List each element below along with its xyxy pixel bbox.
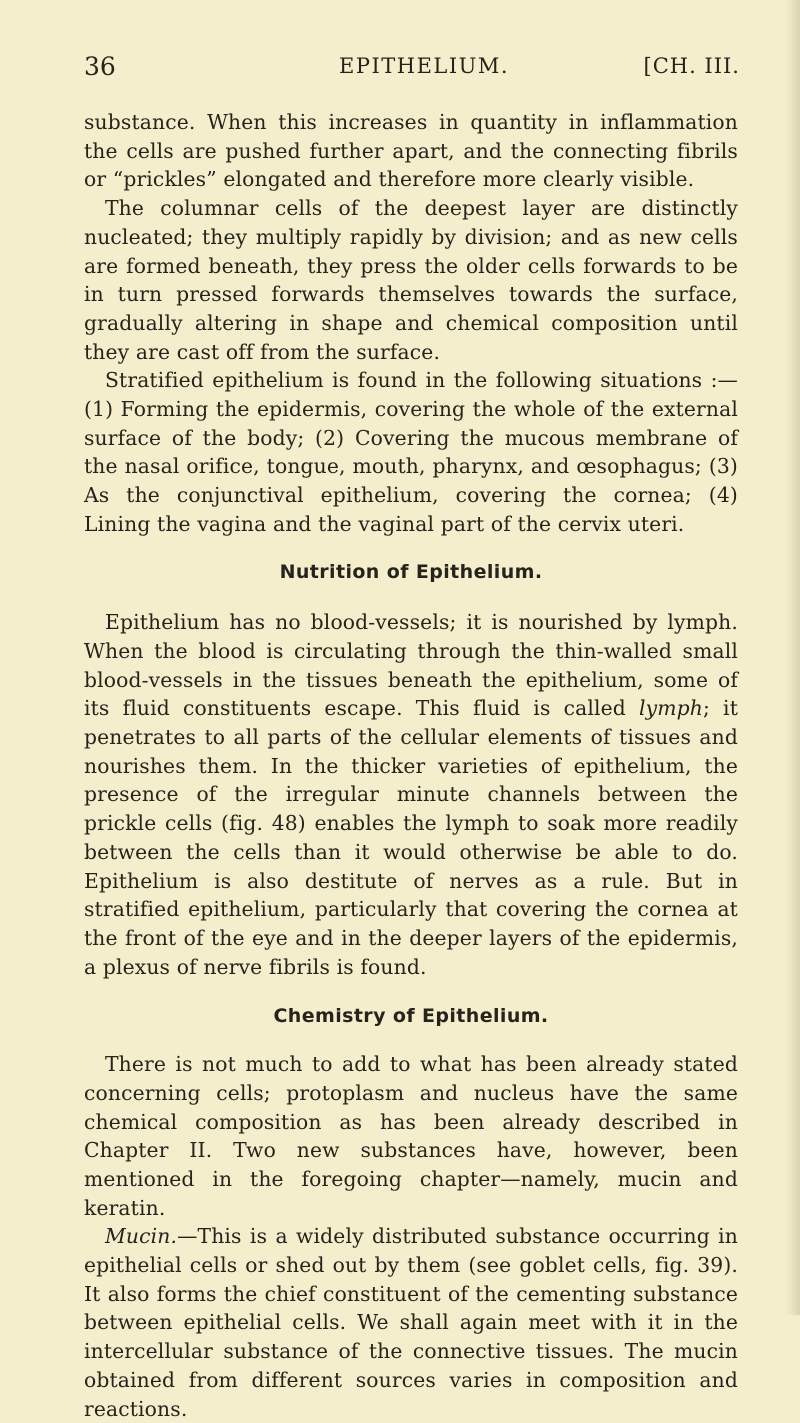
heading-nutrition: Nutrition of Epithelium. xyxy=(279,560,543,583)
paragraph-columnar-cells: The columnar cells of the deepest layer are distinctly nucleated; they multiply rapidly by division; and as new cells are formed beneath, they press the older cells forwards to be in turn pressed forwards themselves towards the surface, gradually altering in shape and chemical composition until they are cast off from the surface. xyxy=(84,196,738,364)
chapter-marker: [CH. III. xyxy=(643,54,740,78)
heading-chemistry: Chemistry of Epithelium. xyxy=(273,1005,549,1028)
nutrition-text-a: Epithelium has no blood-vessels; it is nourished by lymph. When the blood is circulating through the thin-walled small blood-vessels in the tissues beneath the epithelium, some of its fluid constituents escape. This fluid is called xyxy=(84,610,738,721)
paragraph-continuation: substance. When this increases in quantity in inflammation the cells are pushed further apart, and the connecting fibrils or “prickles” elongated and therefore more clearly visible. xyxy=(84,110,738,192)
body-text xyxy=(84,108,738,1423)
term-lymph: lymph xyxy=(639,696,703,721)
running-title: EPITHELIUM. xyxy=(339,54,510,78)
paragraph-stratified-situations: Stratified epithelium is found in the following situations :— (1) Forming the epidermis, covering the whole of the external surface of the body; (2) Covering the mucous membrane of the nasal orifice, tongue, mouth, pharynx, and œsophagus; (3) As the conjunctival epithelium, covering the cornea; (4) Lining the vagina and the vaginal part of the cervix uteri. xyxy=(84,368,738,536)
page-number: 36 xyxy=(84,52,116,81)
paragraph-nutrition xyxy=(84,608,738,981)
nutrition-text-b: ; it penetrates to all parts of the cellular elements of tissues and nourishes them. In the thicker varieties of epithelium, the presence of the irregular minute channels between the prickle cells (fig. 48) enables the lymph to soak more readily between the cells than it would otherwise be able to do. Epithelium is also destitute of nerves as a rule. But in stratified epithelium, particularly that covering the cornea at the front of the eye and in the deeper layers of the epidermis, a plexus of nerve fibrils is found. xyxy=(84,696,738,979)
mucin-text: —This is a widely distributed substance occurring in epithelial cells or shed out by them (see goblet cells, fig. 39). It also forms the chief constituent of the cementing substance between epithelial cells. We shall again meet with it in the intercellular substance of the connective tissues. The mucin obtained from different sources varies in composition and reactions. xyxy=(84,1224,738,1421)
term-mucin: Mucin. xyxy=(105,1224,178,1249)
page-edge-shadow xyxy=(786,0,800,1315)
running-header xyxy=(84,52,740,86)
paragraph-mucin xyxy=(84,1222,738,1423)
paragraph-chemistry: There is not much to add to what has been already stated concerning cells; protoplasm and nucleus have the same chemical composition as has been already described in Chapter II. Two new substances have, however, been mentioned in the foregoing chapter—namely, mucin and keratin. xyxy=(84,1052,738,1220)
